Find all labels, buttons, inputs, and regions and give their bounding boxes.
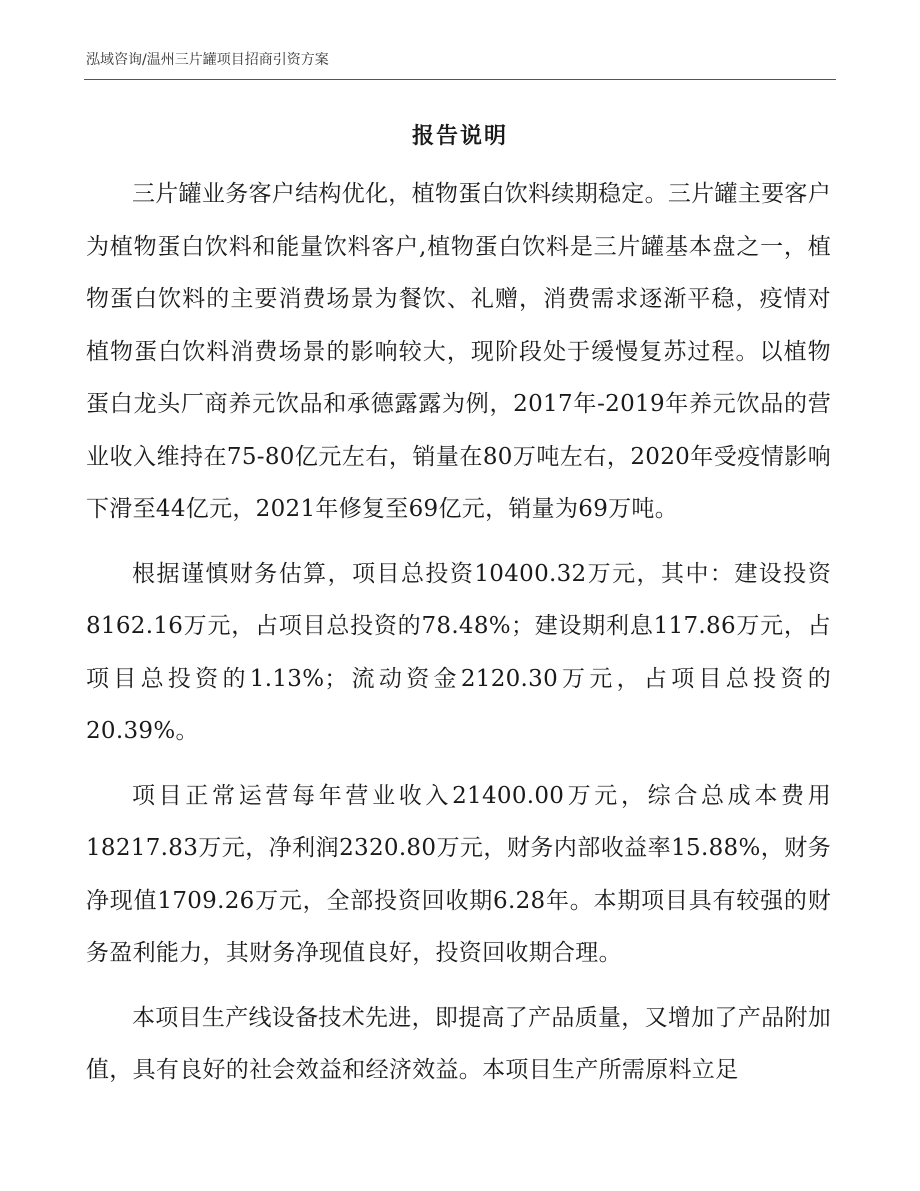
- paragraph-3: 项目正常运营每年营业收入21400.00万元，综合总成本费用18217.83万元，净利润2320.80万元，财务内部收益率15.88%，财务净现值1709.26万元，全部投资回收期6.28年。本期项目具有较强的财务盈利能力，其财务净现值良好，投资回收期合理。: [86, 782, 831, 966]
- page-title: 报告说明: [411, 124, 508, 149]
- running-header: 泓域咨询/温州三片罐项目招商引资方案: [86, 52, 329, 68]
- paragraph-2: 根据谨慎财务估算，项目总投资10400.32万元，其中：建设投资8162.16万元，占项目总投资的78.48%；建设期利息117.86万元，占项目总投资的1.13%；流动资金2120.30万元，占项目总投资的20.39%。: [86, 560, 831, 744]
- paragraph-4: 本项目生产线设备技术先进，即提高了产品质量，又增加了产品附加值，具有良好的社会效益和经济效益。本项目生产所需原料立足: [86, 1004, 831, 1083]
- document-body: [86, 168, 831, 1109]
- paragraph-1: 三片罐业务客户结构优化，植物蛋白饮料续期稳定。三片罐主要客户为植物蛋白饮料和能量饮料客户,植物蛋白饮料是三片罐基本盘之一，植物蛋白饮料的主要消费场景为餐饮、礼赠，消费需求逐渐平稳，疫情对植物蛋白饮料消费场景的影响较大，现阶段处于缓慢复苏过程。以植物蛋白龙头厂商养元饮品和承德露露为例，2017年-2019年养元饮品的营业收入维持在75-80亿元左右，销量在80万吨左右，2020年受疫情影响下滑至44亿元，2021年修复至69亿元，销量为69万吨。: [86, 181, 831, 522]
- header-divider: [84, 79, 836, 80]
